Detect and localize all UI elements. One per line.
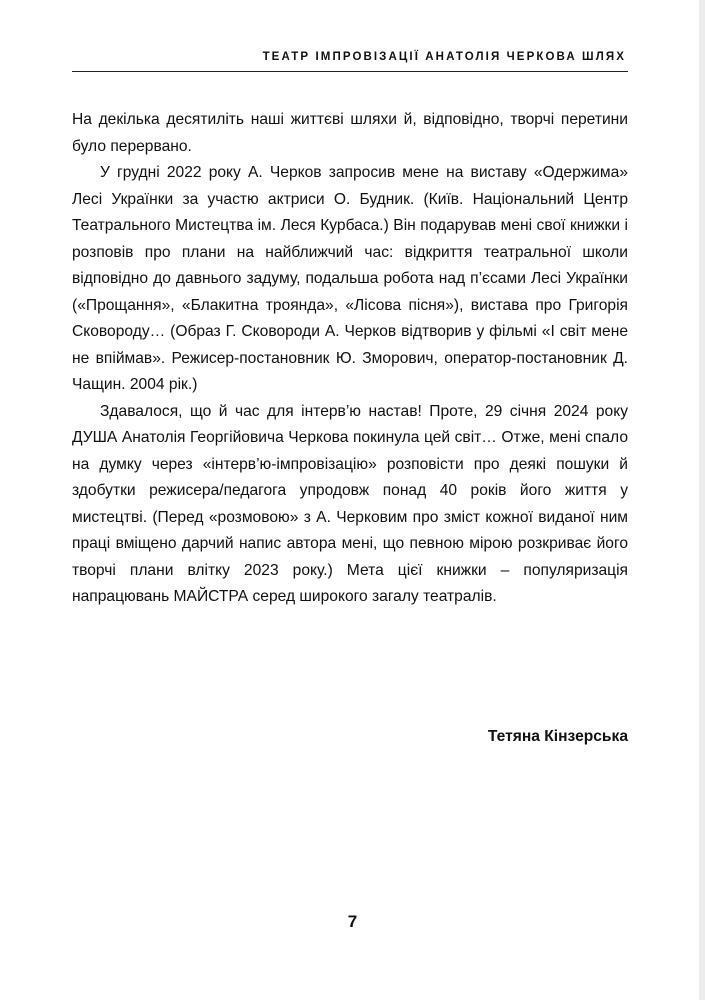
paragraph-2: У грудні 2022 року А. Черков запросив мене на виставу «Одержима» Лесі Українки за участю актриси О. Будник. (Київ. Національний Центр Театрального Мистецтва ім. Леся Курбаса.) Він подарував мені свої книжки і розповів про плани на найближчий час: відкриття театральної школи відповідно до давнього задуму, подальша робота над п’єсами Лесі Українки («Прощання», «Блакитна троянда», «Лісова пісня»), вистава про Григорія Сковороду… (Образ Г. Сковороди А. Черков відтворив у фільмі «І світ мене не впіймав». Режисер-постановник Ю. Зморович, оператор-постановник Д. Чащин. 2004 рік.): [72, 164, 628, 393]
running-header: ТЕАТР ІМПРОВІЗАЦІЇ АНАТОЛІЯ ЧЕРКОВА ШЛЯХ: [262, 51, 626, 63]
page-edge-shadow: [699, 0, 705, 1000]
paragraph-1: На декілька десятиліть наші життєві шляхи й, відповідно, творчі перетини було перервано.: [72, 111, 628, 155]
body-text: [72, 107, 628, 611]
paragraph-3: Здавалося, що й час для інтерв’ю настав! Проте, 29 січня 2024 року ДУША Анатолія Георгійовича Черкова покинула цей світ… Отже, мені спало на думку через «інтерв’ю-імпровізацію» розповісти про деякі пошуки й здобутки режисера/педагога упродовж понад 40 років його життя у мистецтві. (Перед «розмовою» з А. Черковим про зміст кожної виданої ним праці вміщено дарчий напис автора мені, що певною мірою розкриває його творчі плани влітку 2023 року.) Мета цієї книжки – популяризація напрацювань МАЙСТРА серед широкого загалу театралів.: [72, 402, 628, 605]
page-number: 7: [347, 912, 358, 931]
header-rule: [72, 71, 628, 72]
author-signature: Тетяна Кінзерська: [487, 728, 628, 745]
